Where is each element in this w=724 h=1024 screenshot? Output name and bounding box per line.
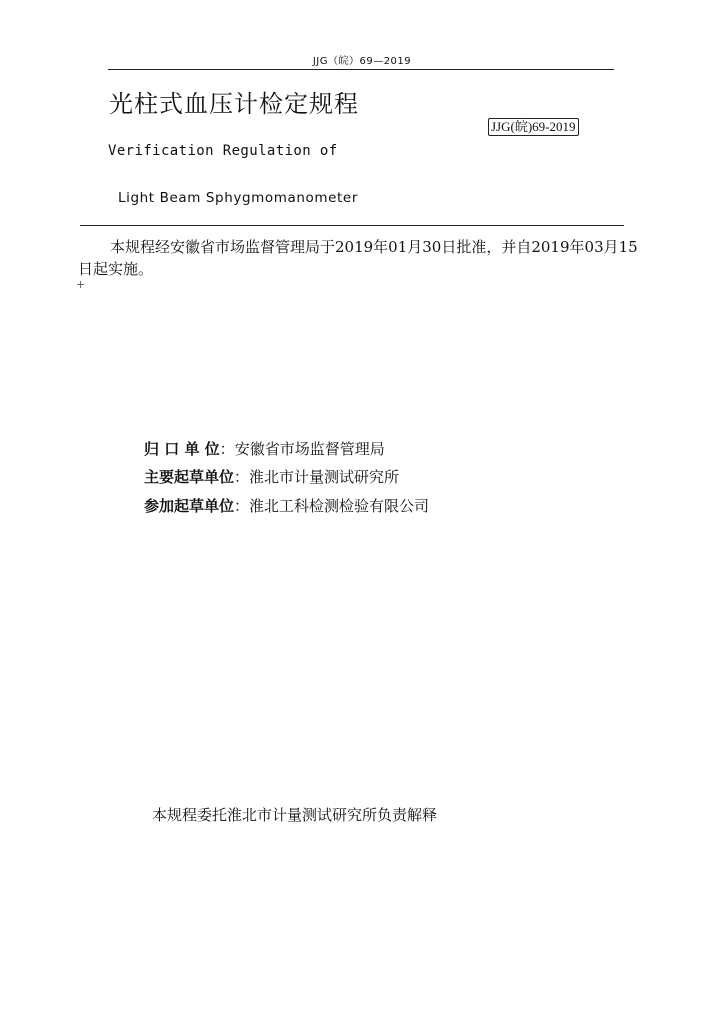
- title-divider: [80, 225, 624, 226]
- running-header-code: JJG（皖）69—2019: [312, 56, 412, 67]
- document-title-chinese: 光柱式血压计检定规程: [109, 90, 359, 118]
- unit-separator: ：: [234, 497, 250, 515]
- unit-value: 淮北市计量测试研究所: [249, 468, 400, 486]
- unit-label: 主要起草单位: [144, 468, 235, 486]
- unit-label: 参加起草单位: [144, 497, 235, 515]
- unit-label: 归 口 单 位: [144, 440, 220, 458]
- unit-value: 淮北工科检测检验有限公司: [249, 497, 430, 515]
- document-title-english-line1: Verification Regulation of: [108, 143, 338, 159]
- approval-statement: 本规程经安徽省市场监督管理局于2019年01月30日批准，并自2019年03月15日起实施。: [78, 238, 638, 278]
- header-rule: [108, 69, 614, 70]
- unit-value: 安徽省市场监督管理局: [234, 440, 385, 458]
- unit-separator: ：: [219, 440, 235, 458]
- standard-code-box: JJG(皖)69-2019: [488, 118, 579, 136]
- unit-line-responsible: [144, 438, 385, 459]
- unit-separator: ：: [234, 468, 250, 486]
- edit-mark: +: [76, 278, 86, 291]
- unit-line-participating-drafter: [144, 495, 429, 516]
- interpretation-note: 本规程委托淮北市计量测试研究所负责解释: [152, 806, 438, 824]
- unit-line-main-drafter: [144, 466, 399, 487]
- document-title-english-line2: Light Beam Sphygmomanometer: [118, 190, 358, 206]
